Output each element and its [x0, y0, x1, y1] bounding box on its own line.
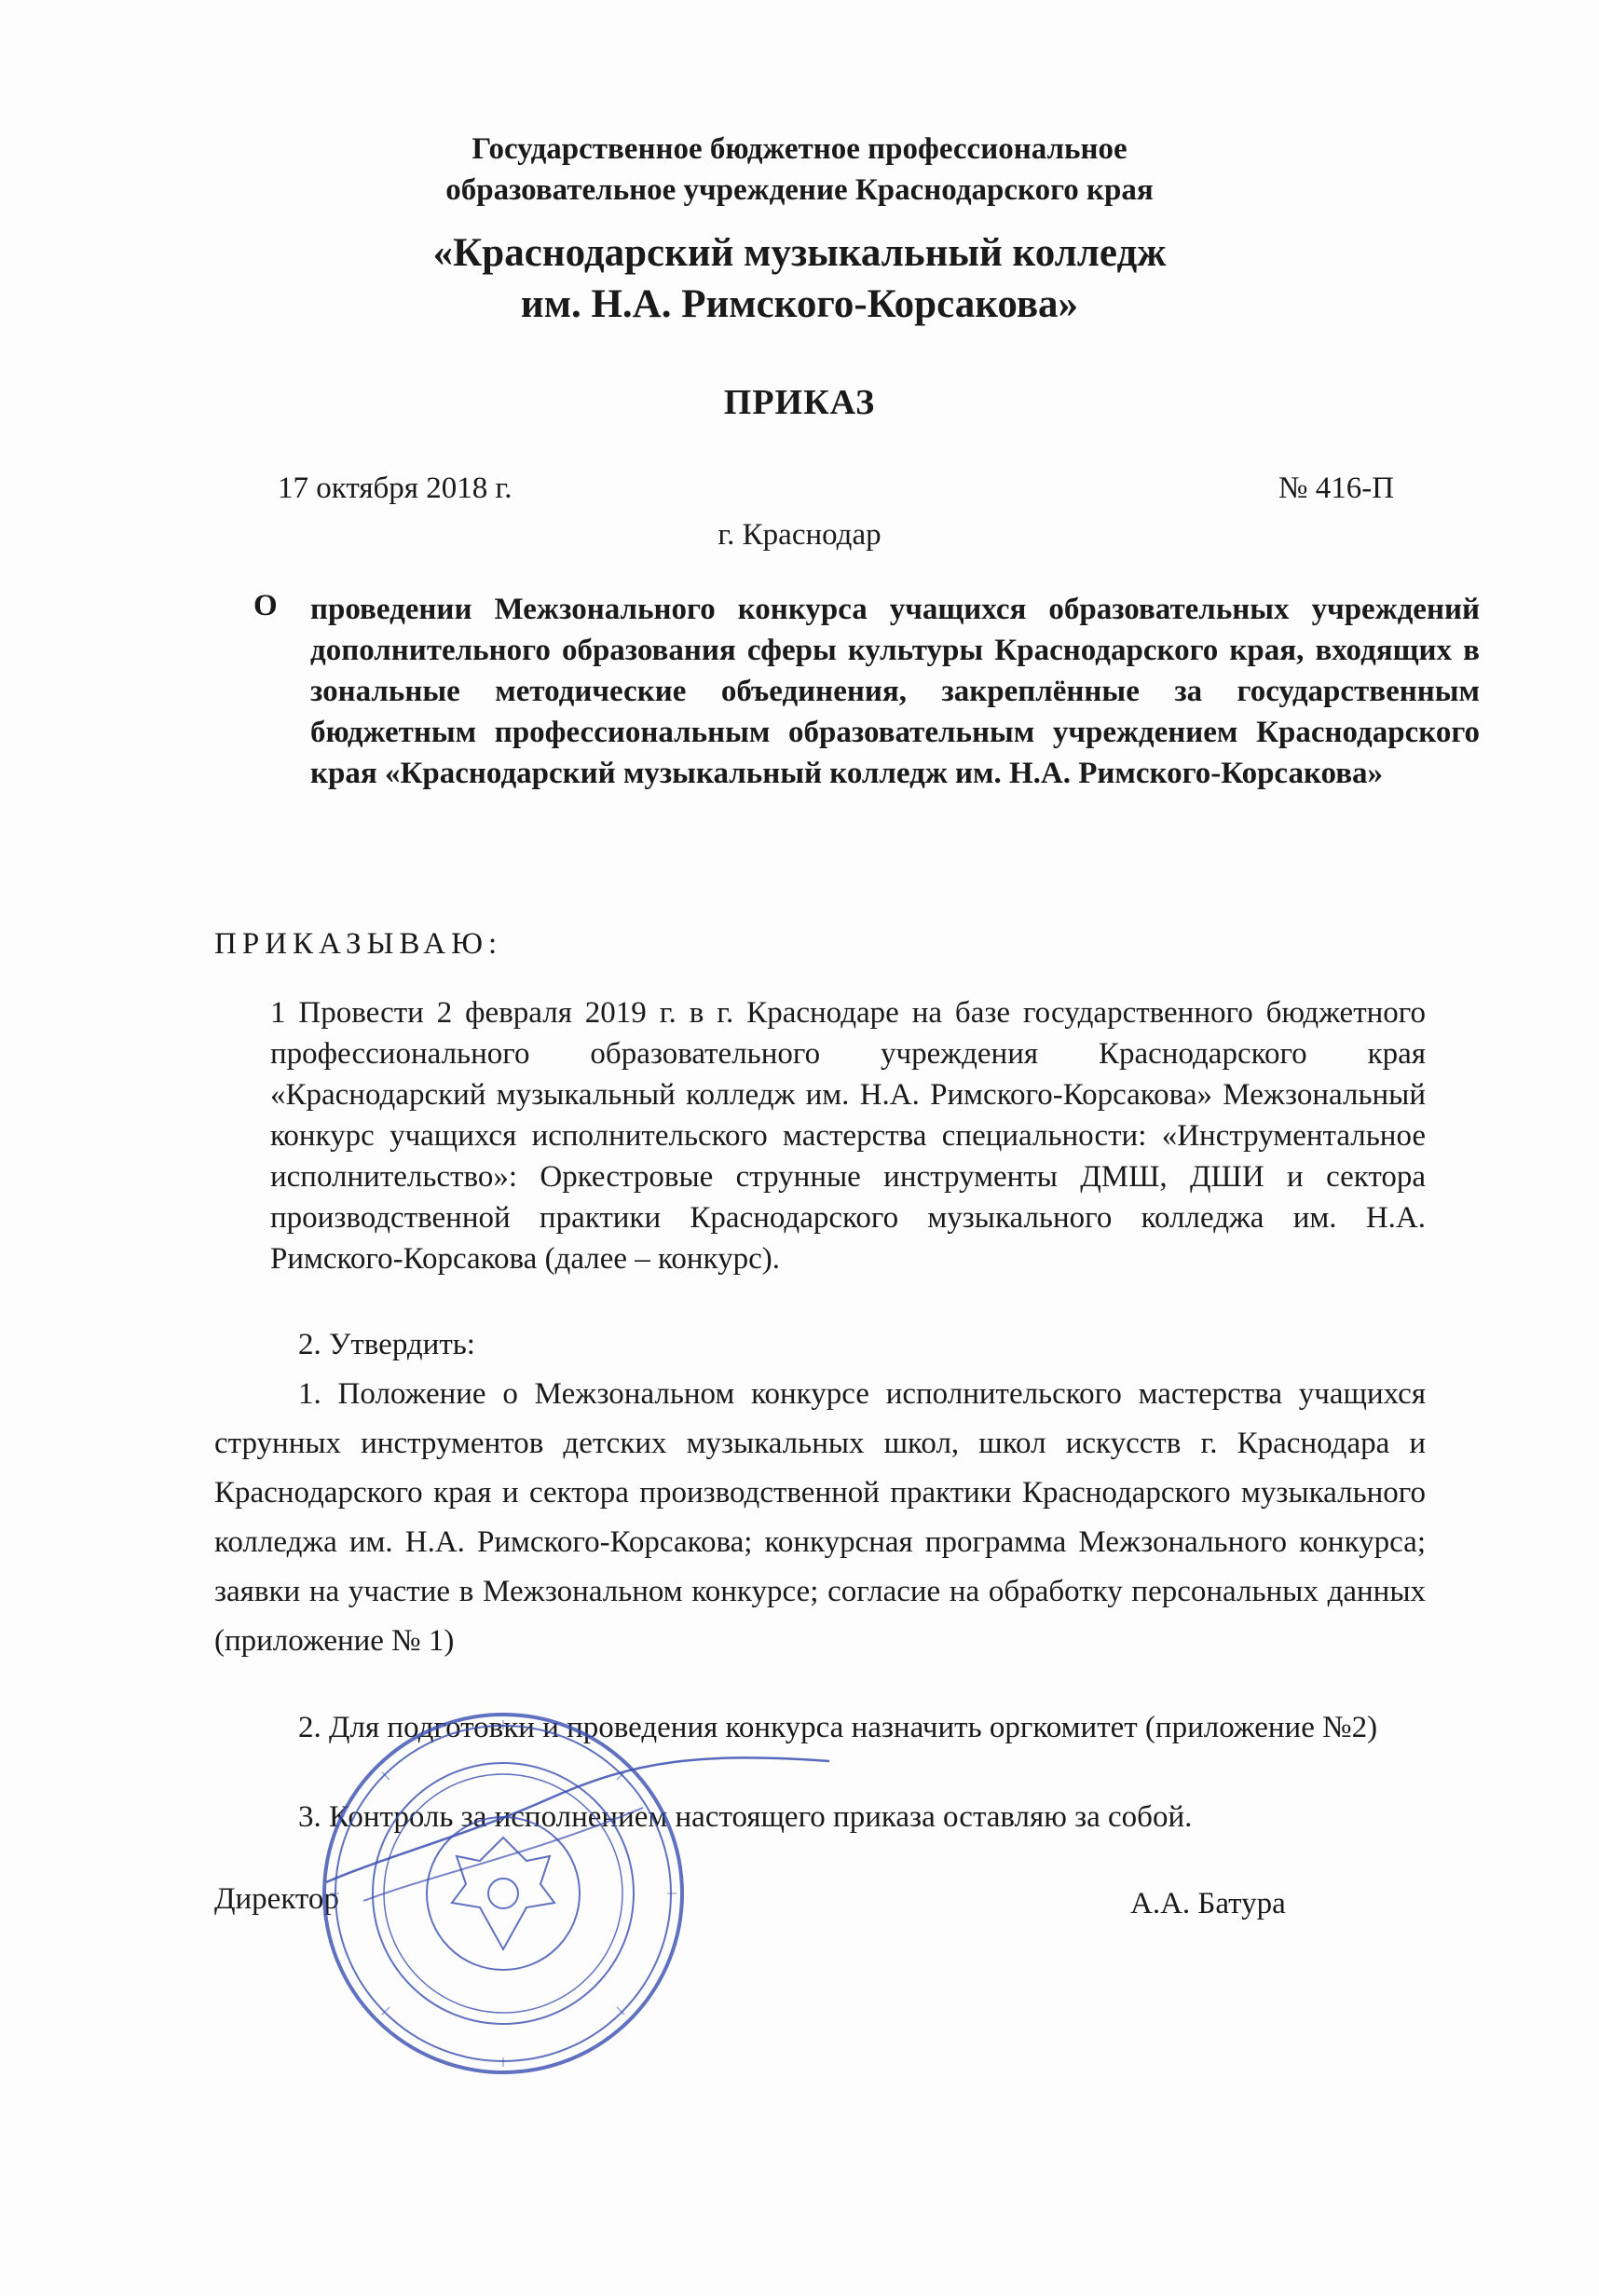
order-date: 17 октября 2018 г.	[278, 472, 512, 505]
signatory-name: А.А. Батура	[1130, 1887, 1286, 1920]
header-line-1: Государственное бюджетное профессиональное	[472, 132, 1128, 166]
header-line-2: образовательное учреждение Краснодарского края	[445, 173, 1154, 207]
order-word: ПРИКАЗЫВАЮ:	[214, 927, 503, 961]
institution-name-line-2: им. Н.А. Римского-Корсакова»	[520, 282, 1079, 326]
signatory-position: Директор	[214, 1882, 339, 1916]
institution-name	[0, 227, 1599, 330]
order-item-1: 1 Провести 2 февраля 2019 г. в г. Краснодаре на базе государственного бюджетного профессионального образовательного учреждения Краснодарского края «Краснодарский музыкальный колледж им. Н.А. Римского-Корсакова» Межзональный конкурс учащихся исполнительского мастерства специальности: «Инструментальное исполнительство»: Оркестровые струнные инструменты ДМШ, ДШИ и сектора производственной практики Краснодарского музыкального колледжа им. Н.А. Римского-Корсакова (далее – конкурс).	[270, 996, 1426, 1276]
order-item-3: 3. Контроль за исполнением настоящего приказа оставляю за собой.	[298, 1800, 1193, 1834]
order-subject: проведении Межзонального конкурса учащихся образовательных учреждений дополнительного образования сферы культуры Краснодарского края, входящих в зональные методические объединения, закреплённые за государственным бюджетным профессиональным образовательным учреждением Краснодарского края «Краснодарский музыкальный колледж им. Н.А. Римского-Корсакова»	[310, 593, 1480, 790]
order-item-2-1: 1. Положение о Межзональном конкурсе исполнительского мастерства учащихся струнных инструментов детских музыкальных школ, школ искусств г. Краснодара и Краснодарского края и сектора производственной практики Краснодарского музыкального колледжа им. Н.А. Римского-Корсакова; конкурсная программа Межзонального конкурса; заявки на участие в Межзональном конкурсе; согласие на обработку персональных данных (приложение № 1)	[214, 1377, 1426, 1658]
official-seal	[317, 1707, 690, 2080]
document-title: ПРИКАЗ	[723, 383, 876, 422]
order-item-2: 2. Утвердить:	[298, 1328, 475, 1361]
order-city: г. Краснодар	[718, 518, 882, 552]
institution-name-line-1: «Краснодарский музыкальный колледж	[432, 231, 1167, 275]
institution-header	[0, 129, 1599, 211]
order-number: № 416-П	[1278, 472, 1395, 505]
subject-prefix: О	[253, 589, 278, 622]
order-item-2-2: 2. Для подготовки и проведения конкурса назначить оргкомитет (приложение №2)	[298, 1711, 1378, 1744]
